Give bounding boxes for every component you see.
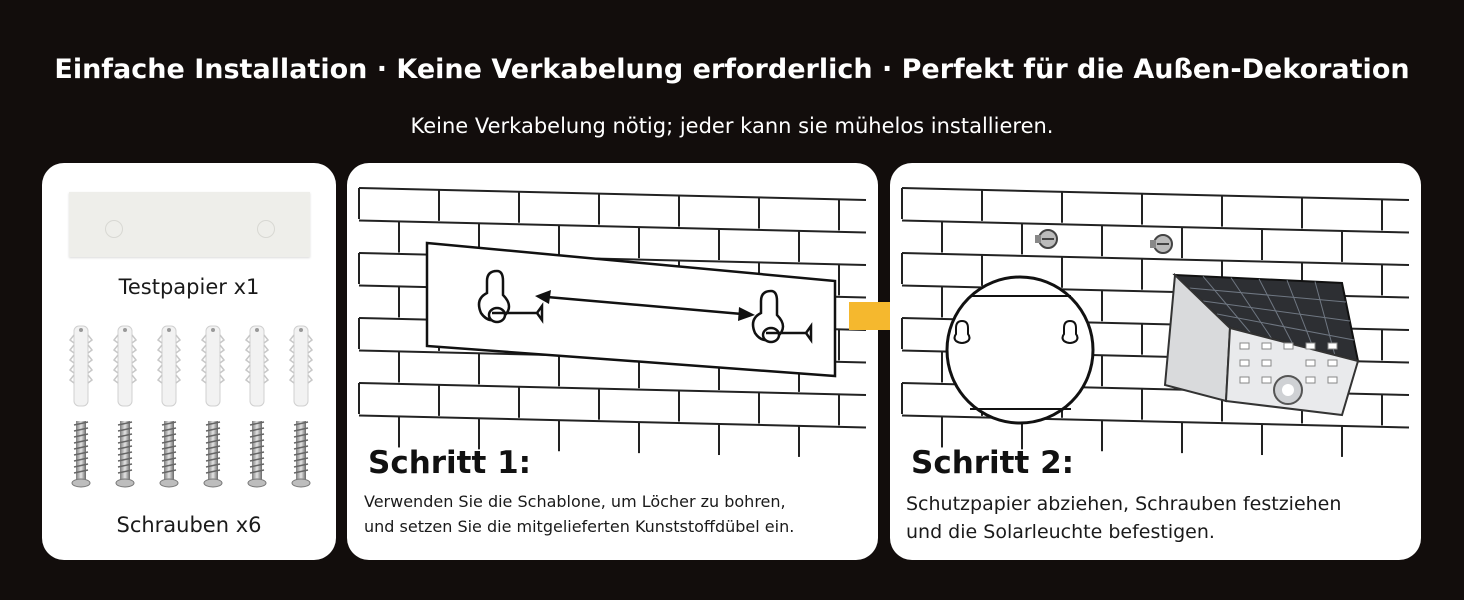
- screw-image: [204, 421, 222, 487]
- screw-image: [248, 421, 266, 487]
- wall-anchor-image: [114, 326, 136, 406]
- anchors-and-screws-image: [42, 321, 336, 521]
- step1-title: Schritt 1:: [368, 445, 532, 481]
- wall-anchor-image: [202, 326, 224, 406]
- test-paper-label: Testpapier x1: [118, 275, 260, 299]
- wall-anchor-image: [290, 326, 312, 406]
- lamp-back-detail-circle: [947, 277, 1093, 423]
- page-subheadline: Keine Verkabelung nötig; jeder kann sie mühelos installieren.: [410, 114, 1054, 138]
- template-on-wall-illustration: [347, 163, 878, 443]
- mounting-lamp-illustration: [890, 163, 1421, 448]
- step1-card: [347, 163, 878, 560]
- paper-hole: [105, 220, 123, 238]
- wall-anchor-image: [158, 326, 180, 406]
- wall-anchor-image: [246, 326, 268, 406]
- step2-text-line2: und die Solarleuchte befestigen.: [906, 521, 1215, 543]
- parts-card: [42, 163, 336, 560]
- step1-text-line2: und setzen Sie die mitgelieferten Kunststoffdübel ein.: [364, 517, 795, 536]
- step2-text-line1: Schutzpapier abziehen, Schrauben festziehen: [906, 493, 1342, 515]
- test-paper-image: [69, 192, 310, 257]
- wall-screw-left-icon: [1035, 230, 1057, 248]
- solar-lamp-image: [1165, 275, 1358, 415]
- wall-anchor-image: [70, 326, 92, 406]
- screw-image: [116, 421, 134, 487]
- page-headline: Einfache Installation · Keine Verkabelung erforderlich · Perfekt für die Außen-Dekoration: [54, 54, 1410, 85]
- wall-screw-right-icon: [1150, 235, 1172, 253]
- step2-title: Schritt 2:: [911, 445, 1075, 481]
- paper-hole: [257, 220, 275, 238]
- screw-image: [72, 421, 90, 487]
- step2-card: [890, 163, 1421, 560]
- screw-image: [160, 421, 178, 487]
- screw-image: [292, 421, 310, 487]
- screws-label: Schrauben x6: [116, 513, 262, 537]
- step1-text-line1: Verwenden Sie die Schablone, um Löcher zu bohren,: [364, 492, 786, 511]
